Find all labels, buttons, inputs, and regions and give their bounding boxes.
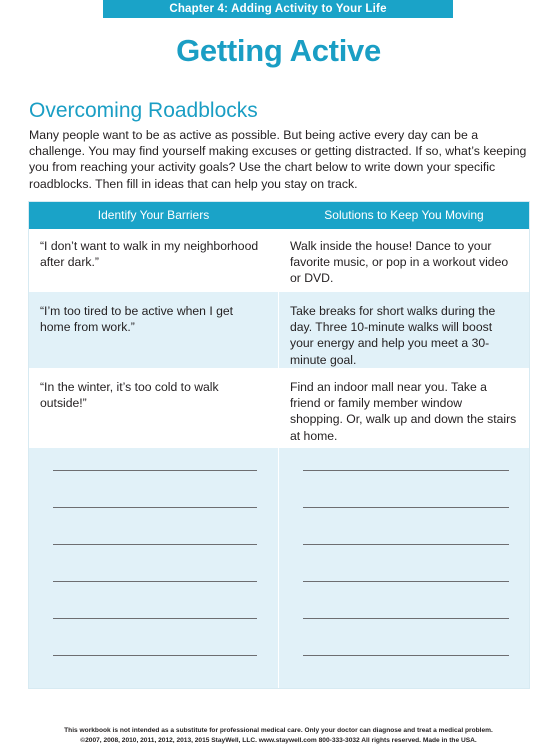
write-line-barrier[interactable] (53, 655, 257, 656)
write-line-solution[interactable] (303, 544, 509, 545)
page-title: Getting Active (176, 33, 381, 68)
write-line-barrier[interactable] (53, 470, 257, 471)
column-header-barriers: Identify Your Barriers (97, 208, 210, 222)
solution-cell: Take breaks for short walks during the day. Three 10-minute walks will boost your energy and help you meet a 30-minute goal. (290, 304, 496, 367)
table-row (29, 229, 529, 290)
roadblocks-chart (28, 201, 530, 689)
write-line-barrier[interactable] (53, 581, 257, 582)
barrier-cell: “I don’t want to walk in my neighborhood after dark.” (40, 239, 259, 270)
write-line-solution[interactable] (303, 581, 509, 582)
column-header-solutions: Solutions to Keep You Moving (324, 208, 484, 222)
solution-cell: Find an indoor mall near you. Take a friend or family member window shopping. Or, walk up and down the stairs at home. (290, 380, 517, 443)
chapter-banner: Chapter 4: Adding Activity to Your Life (103, 0, 453, 18)
chart-header (29, 202, 529, 229)
section-subtitle: Overcoming Roadblocks (29, 99, 258, 122)
table-row (29, 292, 529, 368)
write-line-solution[interactable] (303, 470, 509, 471)
write-line-solution[interactable] (303, 618, 509, 619)
solution-cell: Walk inside the house! Dance to your favorite music, or pop in a workout video or DVD. (290, 239, 509, 286)
footer-copyright: ©2007, 2008, 2010, 2011, 2012, 2013, 2015 StayWell, LLC. www.staywell.com 800-333-3032 All rights reserved. Made in the USA. (80, 737, 477, 744)
table-row (29, 370, 529, 446)
write-line-solution[interactable] (303, 655, 509, 656)
write-line-barrier[interactable] (53, 544, 257, 545)
barrier-cell: “I’m too tired to be active when I get home from work.” (40, 304, 234, 335)
write-line-barrier[interactable] (53, 507, 257, 508)
column-divider (278, 229, 279, 688)
write-line-solution[interactable] (303, 507, 509, 508)
row-divider (29, 446, 529, 448)
intro-paragraph: Many people want to be as active as possible. But being active every day can be a challenge. You may find yourself making excuses or getting distracted. If so, what’s keeping you from reaching your activity goals? Use the chart below to write down your specific roadblocks. Then fill in ideas that can help you stay on track. (29, 128, 527, 191)
footer-disclaimer: This workbook is not intended as a substitute for professional medical care. Only your doctor can diagnose and treat a medical problem. (64, 727, 493, 734)
write-line-barrier[interactable] (53, 618, 257, 619)
barrier-cell: “In the winter, it’s too cold to walk outside!” (40, 380, 219, 411)
